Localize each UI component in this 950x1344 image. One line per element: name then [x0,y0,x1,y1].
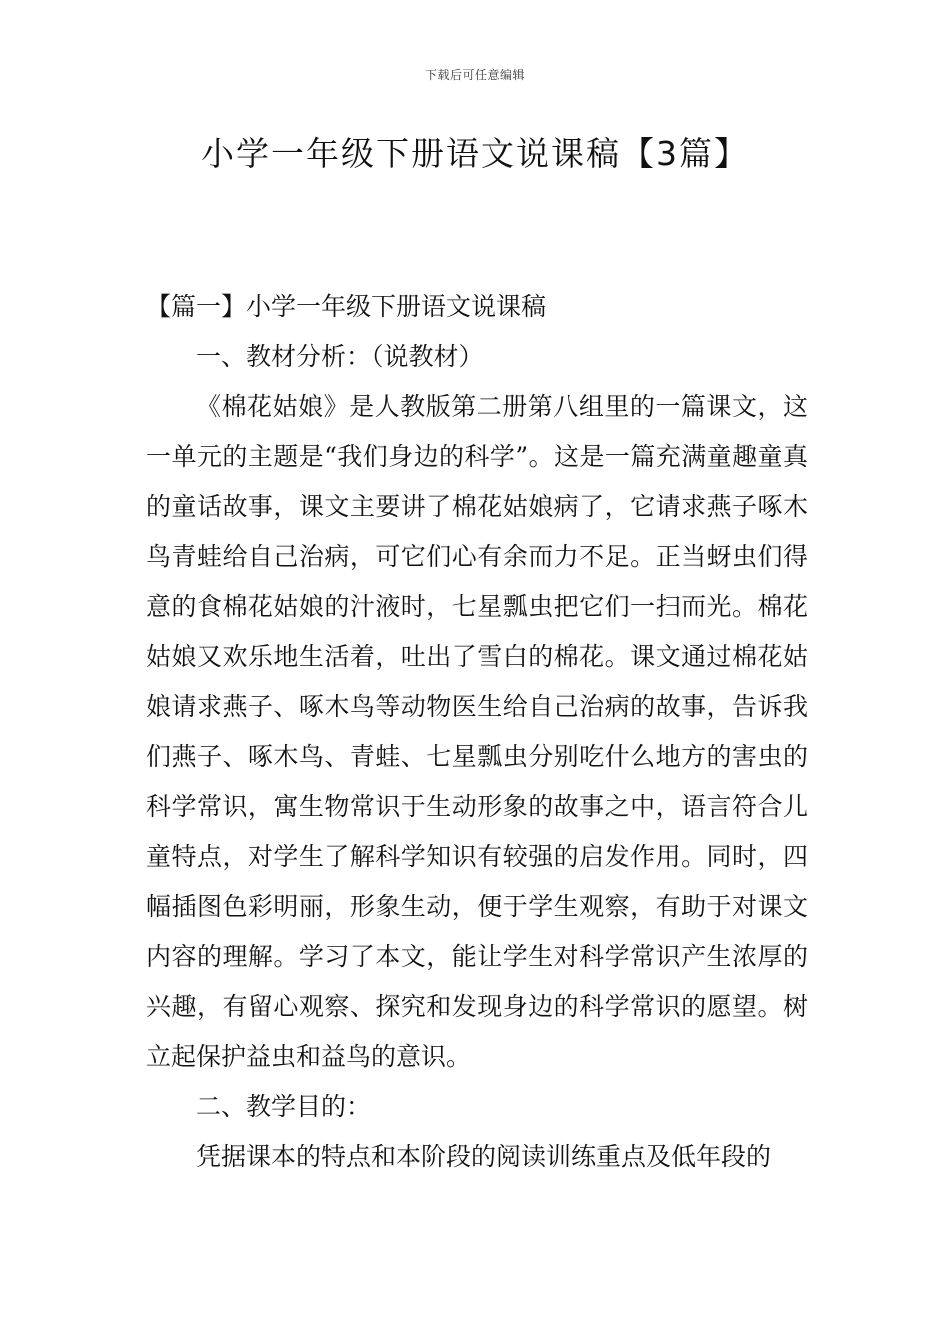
paragraph-textbook-analysis: 《棉花姑娘》是人教版第二册第八组里的一篇课文，这一单元的主题是“我们身边的科学”。这是一篇充满童趣童真的童话故事，课文主要讲了棉花姑娘病了，它请求燕子啄木鸟青蛙给自己治病，可它们心有余而力不足。正当蚜虫们得意的食棉花姑娘的汁液时，七星瓢虫把它们一扫而光。棉花姑娘又欢乐地生活着，吐出了雪白的棉花。课文通过棉花姑娘请求燕子、啄木鸟等动物医生给自己治病的故事，告诉我们燕子、啄木鸟、青蛙、七星瓢虫分别吃什么地方的害虫的科学常识，寓生物常识于生动形象的故事之中，语言符合儿童特点，对学生了解科学知识有较强的启发作用。同时，四幅插图色彩明丽，形象生动，便于学生观察，有助于对课文内容的理解。学习了本文，能让学生对科学常识产生浓厚的兴趣，有留心观察、探究和发现身边的科学常识的愿望。树立起保护益虫和益鸟的意识。 [146,392,808,1071]
paragraph-teaching-goals: 凭据课本的特点和本阶段的阅读训练重点及低年段的 [196,1142,772,1171]
document-body [146,282,808,1182]
section-heading: 【篇一】小学一年级下册语文说课稿 [146,292,547,321]
subheading-textbook-analysis: 一、教材分析：（说教材） [196,342,484,371]
header-note: 下载后可任意编辑 [424,68,525,82]
subheading-teaching-goals: 二、教学目的： [196,1092,372,1121]
document-title: 小学一年级下册语文说课稿【3篇】 [201,134,749,173]
